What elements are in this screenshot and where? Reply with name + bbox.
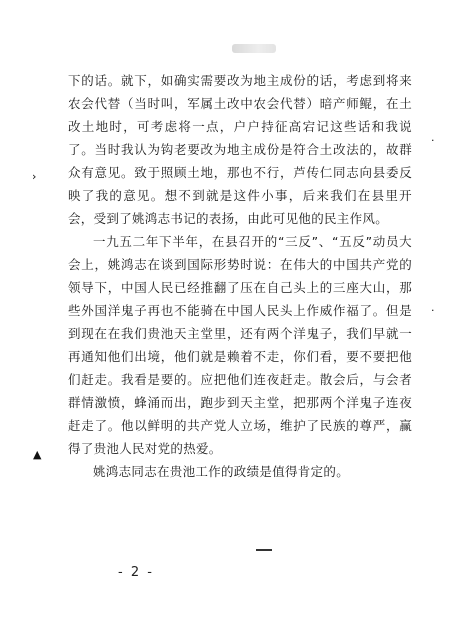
page-number: - 2 - (118, 565, 154, 580)
document-body (68, 69, 412, 483)
left-margin-triangle: ▲ (33, 448, 42, 461)
paragraph-1: 下的话。就下，如确实需要改为地主成份的话，考虑到将来农会代替（当时叫，军属土改中农会代替）暗产师鲲，在土改土地时，可考虑将一点，户户持征高宕记这些话和我说了。当时我认为钩老要改为地主成份是符合土改法的，故群众有意见。致于照顾土地，那也不行，芦传仁同志向县委反映了我的意见。想不到就是这件小事，后来我们在县里开会，受到了姚鸿志书记的表扬，由此可见他的民主作风。 (68, 73, 412, 226)
paragraph-3: 姚鸿志同志在贵池工作的政绩是值得肯定的。 (93, 464, 350, 479)
right-margin-mark-top: · (431, 134, 435, 147)
header-smudge (232, 44, 276, 53)
left-margin-mark: › (32, 170, 37, 183)
right-margin-mark-bottom: · (431, 304, 435, 317)
scratch-mark (256, 549, 272, 551)
paragraph-2: 一九五二年下半年，在县召开的“三反”、“五反”动员大会上，姚鸿志在谈到国际形势时说：在伟大的中国共产党的领导下，中国人民已经推翻了压在自己头上的三座大山，那些外国洋鬼子再也不能骑在中国人民头上作威作福了。但是到现在在我们贵池天主堂里，还有两个洋鬼子，我们早就一再通知他们出境，他们就是赖着不走，你们看，要不要把他们赶走。我看是要的。应把他们连夜赶走。散会后，与会者群情激愤，蜂涌而出，跑步到天主堂，把那两个洋鬼子连夜赶走了。他以鲜明的共产党人立场，维护了民族的尊严，赢得了贵池人民对党的热爱。 (68, 234, 412, 456)
